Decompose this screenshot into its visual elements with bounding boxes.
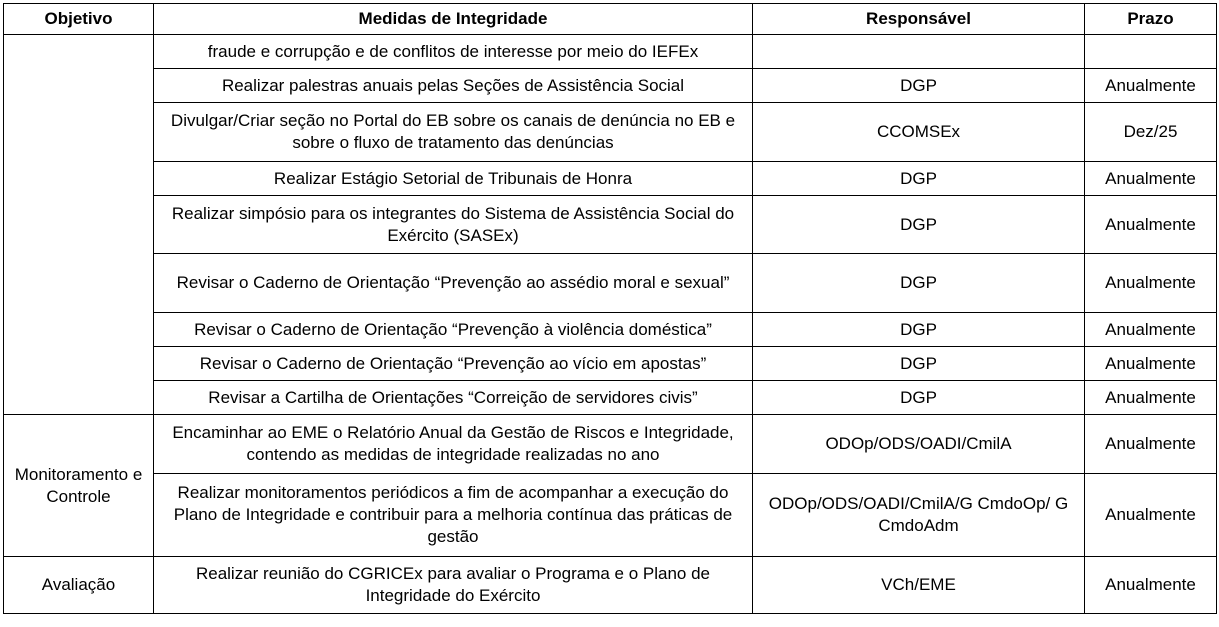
table-row	[4, 254, 1217, 313]
measure-cell: Revisar o Caderno de Orientação “Prevenção à violência doméstica”	[154, 313, 753, 347]
header-medidas: Medidas de Integridade	[154, 4, 753, 35]
header-responsavel: Responsável	[753, 4, 1085, 35]
responsible-cell: DGP	[753, 69, 1085, 103]
deadline-cell: Anualmente	[1085, 196, 1217, 254]
responsible-cell: DGP	[753, 254, 1085, 313]
table-row	[4, 313, 1217, 347]
header-prazo: Prazo	[1085, 4, 1217, 35]
deadline-cell: Anualmente	[1085, 474, 1217, 557]
table-row	[4, 103, 1217, 162]
measure-cell: Realizar palestras anuais pelas Seções de Assistência Social	[154, 69, 753, 103]
objective-cell: Monitoramento e Controle	[4, 415, 154, 557]
responsible-cell: ODOp/ODS/OADI/CmilA	[753, 415, 1085, 474]
measure-cell: Revisar o Caderno de Orientação “Prevenção ao vício em apostas”	[154, 347, 753, 381]
deadline-cell: Anualmente	[1085, 415, 1217, 474]
objective-cell: Avaliação	[4, 557, 154, 614]
measure-cell: Divulgar/Criar seção no Portal do EB sobre os canais de denúncia no EB e sobre o fluxo de tratamento das denúncias	[154, 103, 753, 162]
measure-cell: Encaminhar ao EME o Relatório Anual da Gestão de Riscos e Integridade, contendo as medidas de integridade realizadas no ano	[154, 415, 753, 474]
responsible-cell: ODOp/ODS/OADI/CmilA/G CmdoOp/ G CmdoAdm	[753, 474, 1085, 557]
deadline-cell: Dez/25	[1085, 103, 1217, 162]
deadline-cell: Anualmente	[1085, 162, 1217, 196]
deadline-cell: Anualmente	[1085, 69, 1217, 103]
measure-cell: Realizar reunião do CGRICEx para avaliar o Programa e o Plano de Integridade do Exército	[154, 557, 753, 614]
measure-cell: Revisar o Caderno de Orientação “Prevenção ao assédio moral e sexual”	[154, 254, 753, 313]
measure-cell: Revisar a Cartilha de Orientações “Correição de servidores civis”	[154, 381, 753, 415]
deadline-cell: Anualmente	[1085, 347, 1217, 381]
measure-cell: Realizar Estágio Setorial de Tribunais de Honra	[154, 162, 753, 196]
integrity-measures-table	[3, 3, 1217, 614]
measure-cell: Realizar monitoramentos periódicos a fim de acompanhar a execução do Plano de Integridade e contribuir para a melhoria contínua das práticas de gestão	[154, 474, 753, 557]
responsible-cell: DGP	[753, 347, 1085, 381]
responsible-cell: VCh/EME	[753, 557, 1085, 614]
table-row	[4, 35, 1217, 69]
table-row	[4, 415, 1217, 474]
deadline-cell: Anualmente	[1085, 557, 1217, 614]
responsible-cell	[753, 35, 1085, 69]
responsible-cell: DGP	[753, 381, 1085, 415]
measure-cell: fraude e corrupção e de conflitos de interesse por meio do IEFEx	[154, 35, 753, 69]
deadline-cell: Anualmente	[1085, 313, 1217, 347]
deadline-cell: Anualmente	[1085, 254, 1217, 313]
responsible-cell: DGP	[753, 196, 1085, 254]
table-header-row	[4, 4, 1217, 35]
deadline-cell	[1085, 35, 1217, 69]
objective-cell	[4, 35, 154, 415]
responsible-cell: CCOMSEx	[753, 103, 1085, 162]
table-row	[4, 381, 1217, 415]
measure-cell: Realizar simpósio para os integrantes do Sistema de Assistência Social do Exército (SASEx)	[154, 196, 753, 254]
responsible-cell: DGP	[753, 162, 1085, 196]
table-row	[4, 474, 1217, 557]
header-objetivo: Objetivo	[4, 4, 154, 35]
table-row	[4, 557, 1217, 614]
table-row	[4, 162, 1217, 196]
deadline-cell: Anualmente	[1085, 381, 1217, 415]
table-row	[4, 196, 1217, 254]
table-row	[4, 347, 1217, 381]
responsible-cell: DGP	[753, 313, 1085, 347]
table-row	[4, 69, 1217, 103]
